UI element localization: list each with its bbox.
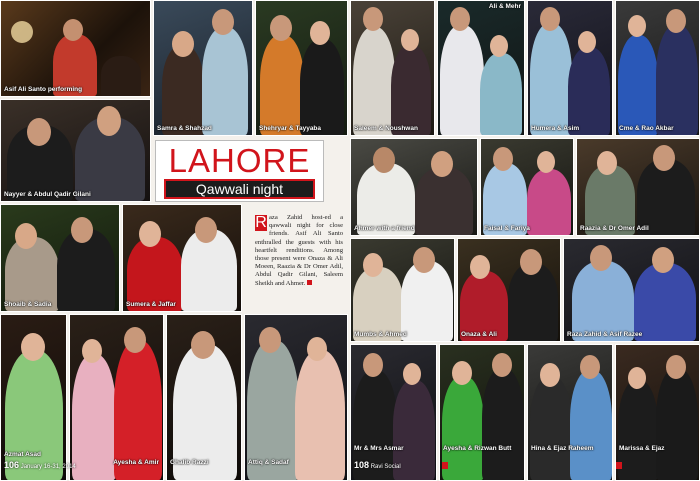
photo-raazia-omer (576, 138, 700, 236)
photo-asif-ali-santo (0, 0, 151, 97)
caption: Shehryar & Tayyaba (259, 124, 322, 132)
photo-cme-rao-akbar (615, 0, 700, 136)
article-text: aza Zahid host-ed a qawwali night for close friends. Asif Ali Santo enthralled the guests with his heartfelt renditions. Among those present were Onaza & Ali Moeen, Raazia & Dr Omer Adil, Abdul Qadir Gilani, Saleem Sheikh and Ahmer. (255, 214, 343, 287)
caption: Marissa & Ejaz (619, 444, 665, 452)
caption: Mr & Mrs Asmar (354, 444, 404, 452)
end-mark-icon (616, 462, 622, 469)
caption: Ali & Mehr (488, 3, 521, 10)
feature-title: LAHORE (168, 142, 311, 179)
photo-azmat-asad (0, 314, 67, 481)
caption: Sumera & Jaffar (126, 300, 176, 308)
caption: Faisal & Fariya (484, 224, 530, 232)
photo-raza-zahid-asif-razee (563, 238, 700, 342)
caption: Attiq & Sadaf (248, 458, 289, 466)
caption: Asif Ali Santo performing (4, 85, 83, 93)
photo-hina-ejaz-raheem (527, 344, 613, 481)
page-number-right: 108 (354, 460, 370, 470)
caption: Ayesha & Amir (113, 458, 159, 466)
photo-humera-asim (527, 0, 613, 136)
photo-marissa-ejaz (615, 344, 700, 481)
caption: Raazia & Dr Omer Adil (580, 224, 649, 232)
feature-subtitle: Qawwali night (164, 179, 315, 199)
article-body (255, 214, 343, 310)
photo-samra-shahzad (153, 0, 253, 136)
end-mark-icon (307, 280, 312, 285)
photo-mumbs-ahmed (350, 238, 455, 342)
issue-date: January 16-31, 2014 (20, 464, 76, 470)
caption: Ahmer with a friend (354, 224, 415, 232)
photo-faisal-fariya (480, 138, 574, 236)
photo-ali-mehr (437, 0, 525, 136)
caption: Shoaib & Sadia (4, 300, 52, 308)
caption: Samra & Shahzad (157, 124, 212, 132)
feature-title-box (155, 140, 324, 202)
photo-shoaib-sadia (0, 204, 120, 312)
folio-right (354, 460, 401, 470)
caption: Hina & Ejaz Raheem (531, 444, 594, 452)
page-number-left: 106 (4, 460, 20, 470)
photo-shehryar-tayyaba (255, 0, 348, 136)
publication-name: Ravi Social (370, 464, 401, 470)
caption: Raza Zahid & Asif Razee (567, 330, 643, 338)
folio-left (4, 460, 76, 470)
caption: Onaza & Ali (461, 330, 497, 338)
caption: Cme & Rao Akbar (619, 124, 674, 132)
caption: Mumbs & Ahmed (354, 330, 407, 338)
photo-onaza-ali (457, 238, 561, 342)
caption: Saleem & Noushwan (354, 124, 418, 132)
end-mark-icon (442, 462, 448, 469)
photo-nayyer-gilani (0, 99, 151, 202)
dropcap: R (255, 214, 267, 231)
photo-saleem-noushwan (350, 0, 435, 136)
caption: Azmat Asad (4, 450, 41, 458)
photo-ayesha-rizwan-butt (439, 344, 525, 481)
caption: Ayesha & Rizwan Butt (443, 444, 512, 452)
caption: Nayyer & Abdul Qadir Gilani (4, 190, 91, 198)
photo-sumera-jaffar (122, 204, 242, 312)
caption: Humera & Asim (531, 124, 580, 132)
photo-ahmer-friend (350, 138, 478, 236)
photo-ayesha-amir (69, 314, 164, 481)
caption: Ghalib Razzi (170, 458, 209, 466)
photo-attiq-sadaf (244, 314, 348, 481)
photo-ghalib-razzi (166, 314, 242, 481)
